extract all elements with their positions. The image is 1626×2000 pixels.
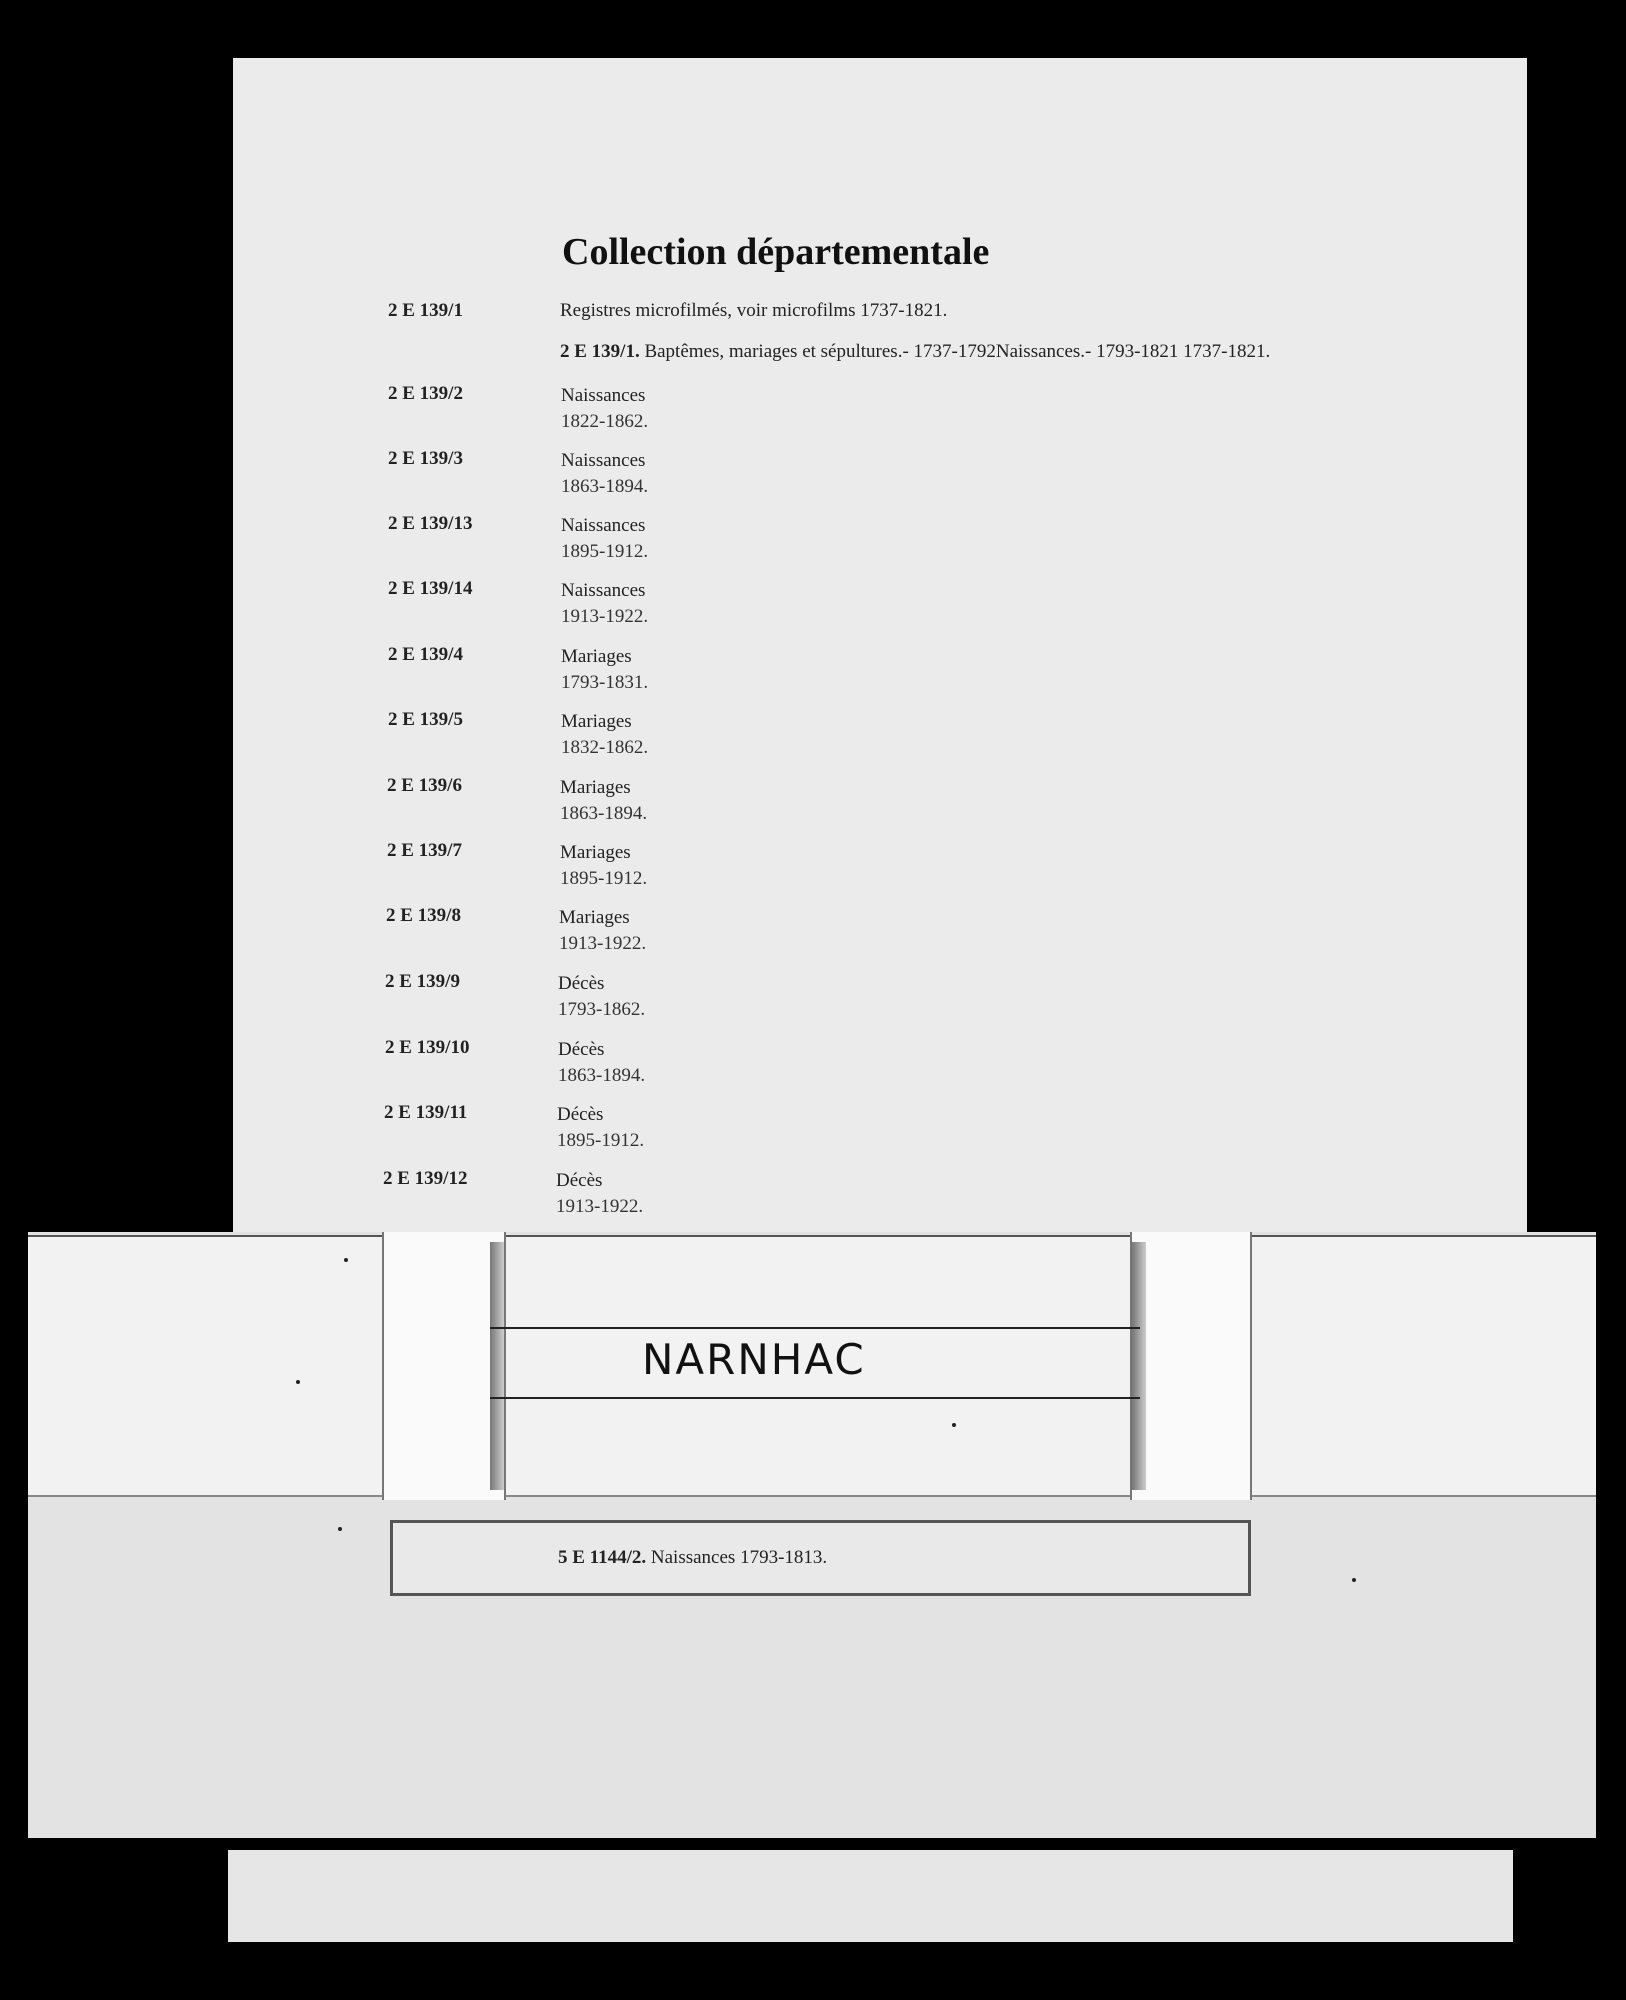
entry-desc [556,1168,643,1220]
intro-detail-text: Baptêmes, mariages et sépultures.- 1737-1792Naissances.- 1793-1821 1737-1821. [644,341,1271,362]
entry-row [385,1037,1285,1097]
reference-box [390,1520,1251,1596]
entry-code: 2 E 139/7 [387,840,462,861]
entry-row [388,709,1288,769]
entry-type: Naissances [561,515,646,536]
reference-line [558,1547,827,1569]
entry-type: Mariages [559,907,630,928]
entry-code: 2 E 139/9 [385,971,460,992]
entry-type: Mariages [561,711,632,732]
intro-detail [560,341,1270,363]
entry-desc [561,383,648,435]
entry-desc [559,905,646,957]
entry-row [388,383,1288,443]
entry-type: Naissances [561,580,646,601]
entry-type: Naissances [561,385,646,406]
entry-row [388,644,1288,704]
entry-code: 2 E 139/3 [388,448,463,469]
entry-type: Mariages [560,842,631,863]
entry-code: 2 E 139/2 [388,383,463,404]
entry-code: 2 E 139/8 [386,905,461,926]
entry-desc [561,644,648,696]
entry-type: Décès [558,1039,605,1060]
entry-desc [560,775,647,827]
entry-row [388,578,1288,638]
entry-desc [558,1037,645,1089]
entry-desc [558,971,645,1023]
intro-detail-code: 2 E 139/1. [560,341,640,362]
entry-code: 2 E 139/4 [388,644,463,665]
entry-row [386,905,1286,965]
entry-code: 2 E 139/11 [384,1102,468,1123]
entry-years: 1895-1912. [557,1130,645,1151]
entry-row [388,513,1288,573]
entry-years: 1895-1912. [561,541,649,562]
entry-code: 2 E 139/13 [388,513,473,534]
entry-row [387,840,1287,900]
entry-row [387,775,1287,835]
entry-code: 2 E 139/10 [385,1037,470,1058]
entry-years: 1793-1862. [558,999,646,1020]
entry-desc [557,1102,644,1154]
entry-years: 1822-1862. [561,411,649,432]
entry-years: 1913-1922. [556,1196,644,1217]
entry-row [385,971,1285,1031]
entry-code: 2 E 139/6 [387,775,462,796]
entry-desc [561,448,648,500]
document-sheet-bottom [228,1850,1513,1942]
entry-years: 1895-1912. [560,868,648,889]
entry-years: 1863-1894. [561,476,649,497]
entry-desc [561,513,648,565]
entry-type: Décès [556,1170,603,1191]
right-flap [1130,1232,1252,1500]
entry-type: Naissances [561,450,646,471]
entry-years: 1793-1831. [561,672,649,693]
speck-mark [338,1527,342,1531]
entry-code: 2 E 139/14 [388,578,473,599]
label-rule-top [490,1327,1140,1329]
entry-row [384,1102,1284,1162]
speck-mark [1352,1578,1356,1582]
entry-row [388,448,1288,508]
entry-years: 1832-1862. [561,737,649,758]
intro-code: 2 E 139/1 [388,300,463,321]
entry-code: 2 E 139/5 [388,709,463,730]
page-title: Collection départementale [562,231,990,273]
entry-desc [561,578,648,630]
entry-row [383,1168,1283,1228]
speck-mark [344,1258,348,1262]
speck-mark [296,1380,300,1384]
entry-years: 1913-1922. [559,933,647,954]
entry-desc [561,709,648,761]
entry-type: Décès [557,1104,604,1125]
left-flap [382,1232,506,1500]
entry-type: Mariages [561,646,632,667]
speck-mark [952,1423,956,1427]
entry-years: 1863-1894. [560,803,648,824]
label-rule-bottom [490,1397,1140,1399]
entry-type: Décès [558,973,605,994]
reference-text: Naissances 1793-1813. [650,1547,828,1568]
reference-code: 5 E 1144/2. [558,1547,647,1568]
entry-type: Mariages [560,777,631,798]
town-label: NARNHAC [642,1335,866,1384]
entry-years: 1863-1894. [558,1065,646,1086]
entry-years: 1913-1922. [561,606,649,627]
entry-desc [560,840,647,892]
intro-text: Registres microfilmés, voir microfilms 1737-1821. [560,300,948,321]
entry-code: 2 E 139/12 [383,1168,468,1189]
